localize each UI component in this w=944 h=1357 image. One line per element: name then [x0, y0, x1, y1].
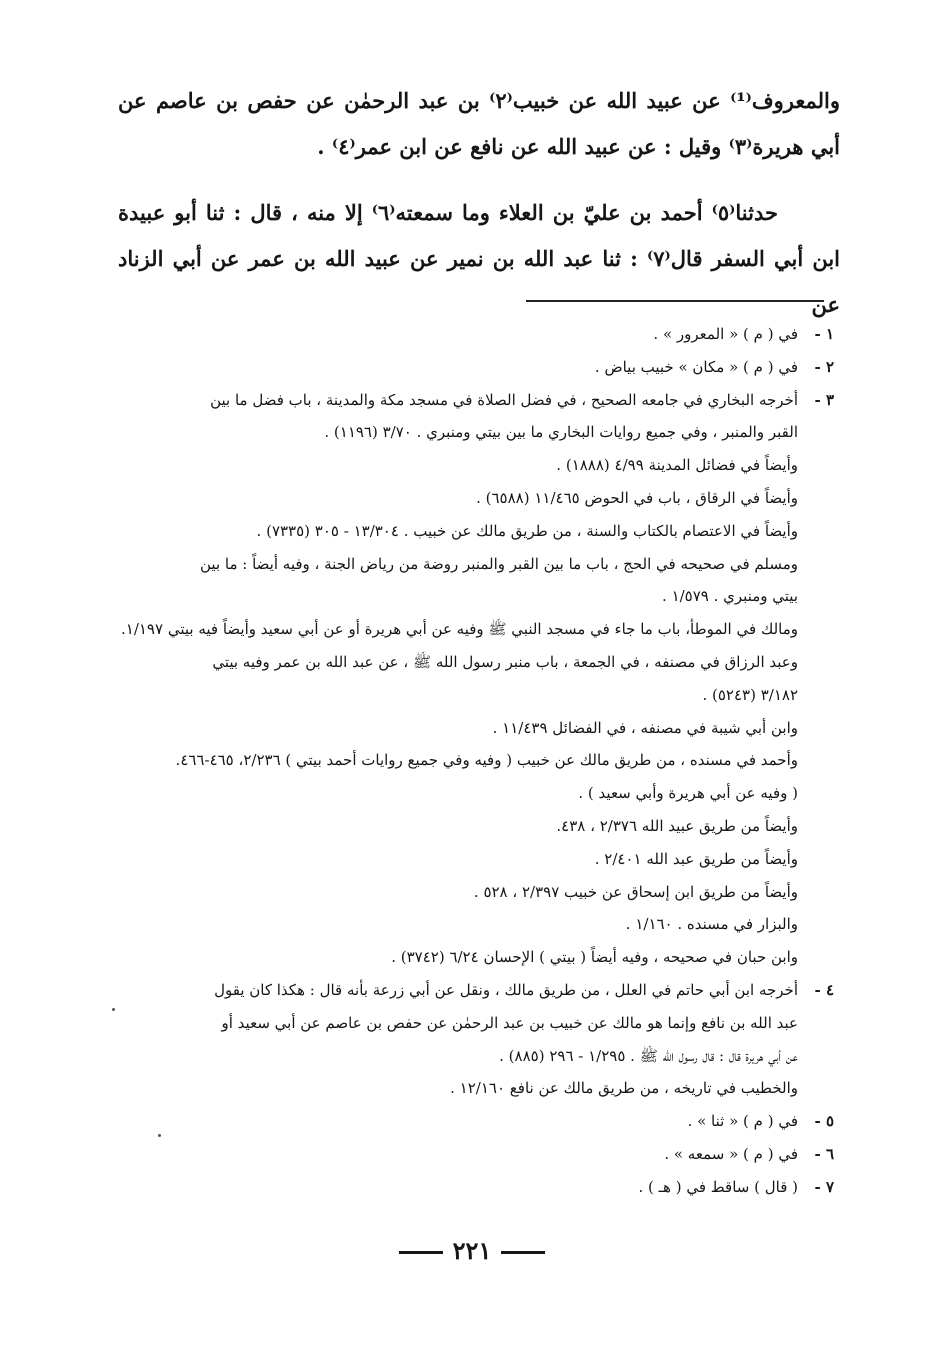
footnote-text: بيتي ومنبري . ١/٥٧٩ .	[662, 587, 798, 606]
footnote-text: وأيضاً في الرقاق ، باب في الحوض ١١/٤٦٥ (٦٥٨٨) .	[476, 488, 798, 507]
footnote-line	[118, 613, 834, 646]
footnote-text: في ( م ) « سمعه » .	[664, 1144, 798, 1163]
footnote-text: ( وفيه عن أبي هريرة وأبي سعيد ) .	[578, 784, 798, 803]
footnote-text: وأيضاً من طريق عبد الله ٢/٤٠١ .	[594, 849, 798, 868]
footnote-text: وأيضاً من طريق ابن إسحاق عن خبيب ٢/٣٩٧ ، ٥٢٨ .	[473, 882, 798, 901]
footnote-text: والخطيب في تاريخه ، من طريق مالك عن نافع ١٢/١٦٠ .	[450, 1079, 798, 1098]
page-number	[0, 1236, 944, 1265]
footnote-line	[118, 580, 834, 613]
footnote-line	[118, 1105, 834, 1138]
footnote-number: ٢ -	[814, 357, 834, 376]
footnote-text: أخرجه البخاري في جامعه الصحيح ، في فضل الصلاة في مسجد مكة والمدينة ، باب فضل ما بين	[210, 390, 798, 409]
scan-speck	[158, 1134, 161, 1137]
footnote-text: في ( م ) « ثنا » .	[687, 1112, 798, 1131]
footnote-separator	[526, 300, 824, 302]
footnote-line	[118, 876, 834, 909]
page-number-value: ٢٢١	[452, 1236, 492, 1265]
footnote-text: أخرجه ابن أبي حاتم في العلل ، من طريق مالك ، ونقل عن أبي زرعة بأنه قال : هكذا كان يقول	[214, 980, 798, 999]
footnote-text: ومالك في الموطأ، باب ما جاء في مسجد النبي ﷺ وفيه عن أبي هريرة أو عن أبي سعيد وأيضاً فيه بيتي ١/١٩٧.	[120, 620, 798, 639]
paragraph-2: حدثنا⁽٥⁾ أحمد بن عليّ بن العلاء وما سمعته⁽٦⁾ إلا منه ، قال : ثنا أبو عبيدة ابن أبي السفر قال⁽٧⁾ : ثنا عبد الله بن نمير عن عبيد الله بن عمر عن أبي الزناد عن	[118, 200, 840, 317]
footnote-number: ٦ -	[814, 1144, 834, 1163]
footnote-line	[118, 744, 834, 777]
footnote-line	[118, 515, 834, 548]
footnote-text: ( قال ) ساقط في ( هـ ) .	[638, 1177, 798, 1196]
footnote-line	[118, 351, 834, 384]
footnote-number: ١ -	[814, 325, 834, 343]
footnote-number: ٧ -	[814, 1177, 834, 1196]
footnote-line	[118, 1138, 834, 1171]
footnote-text: وابن أبي شيبة في مصنفه ، في الفضائل ١١/٤٣٩ .	[492, 718, 798, 737]
footnote-number: ٣ -	[814, 390, 834, 409]
footnotes	[118, 318, 834, 1204]
footnote-text: وأيضاً من طريق عبيد الله ٢/٣٧٦ ، ٤٣٨.	[556, 816, 798, 835]
page-number-dash	[399, 1251, 443, 1254]
scan-speck	[112, 1008, 115, 1011]
footnote-line	[118, 941, 834, 974]
footnote-text: والبزار في مسنده . ١/١٦٠ .	[625, 915, 798, 934]
footnote-text: وعبد الرزاق في مصنفه ، في الجمعة ، باب منبر رسول الله ﷺ ، عن عبد الله بن عمر وفيه بيتي	[212, 652, 798, 671]
main-text	[118, 78, 840, 348]
footnote-line	[118, 548, 834, 581]
footnote-text: القبر والمنبر ، وفي جميع روايات البخاري ما بين بيتي ومنبري . ٣/٧٠ (١١٩٦) .	[324, 423, 798, 442]
footnote-line	[118, 384, 834, 417]
footnote-line	[118, 482, 834, 515]
footnote-line	[118, 810, 834, 843]
footnote-line	[118, 843, 834, 876]
footnote-line	[118, 449, 834, 482]
footnote-line	[118, 646, 834, 679]
footnote-text: وأحمد في مسنده ، من طريق مالك عن خبيب ( وفيه وفي جميع روايات أحمد بيتي ) ٢/٢٣٦، ٤٦٥-٤٦٦.	[175, 751, 798, 770]
footnote-number: ٥ -	[814, 1112, 834, 1131]
footnote-text: وأيضاً في الاعتصام بالكتاب والسنة ، من طريق مالك عن خبيب . ١٣/٣٠٤ - ٣٠٥ (٧٣٣٥) .	[256, 521, 798, 540]
footnote-line	[118, 974, 834, 1007]
footnote-line	[118, 712, 834, 745]
footnote-text: ٣/١٨٢ (٥٢٤٣) .	[702, 685, 798, 704]
footnote-text: وأيضاً في فضائل المدينة ٤/٩٩ (١٨٨٨) .	[556, 456, 798, 475]
footnote-text: في ( م ) « المعرور » .	[653, 325, 798, 343]
footnote-line	[118, 679, 834, 712]
footnote-text: وابن حبان في صحيحه ، وفيه أيضاً ( بيتي ) الإحسان ٦/٢٤ (٣٧٤٢) .	[391, 948, 798, 967]
footnote-line	[118, 777, 834, 810]
footnote-line	[118, 1040, 834, 1073]
footnote-text: في ( م ) « مكان » خبيب بياض .	[594, 357, 798, 376]
footnote-number: ٤ -	[814, 980, 834, 999]
footnote-line	[118, 908, 834, 941]
footnote-text: عبد الله بن نافع وإنما هو مالك عن خبيب بن عبد الرحمٰن عن حفص بن عاصم عن أبي سعيد أو	[221, 1013, 798, 1032]
footnote-line	[118, 1171, 834, 1204]
page-number-dash	[501, 1251, 545, 1254]
footnote-line	[118, 318, 834, 351]
footnote-text: ومسلم في صحيحه في الحج ، باب ما بين القبر والمنبر روضة من رياض الجنة ، وفيه أيضاً : ما بين	[200, 554, 798, 573]
paragraph-1: والمعروف⁽¹⁾ عن عبيد الله عن خبيب⁽٢⁾ بن عبد الرحمٰن عن حفص بن عاصم عن أبي هريرة⁽٣⁾ وقيل : عن عبيد الله عن نافع عن ابن عمر⁽٤⁾ .	[118, 88, 840, 159]
footnote-line	[118, 1007, 834, 1040]
footnote-line	[118, 416, 834, 449]
footnote-line	[118, 1072, 834, 1105]
footnote-text: عن أبي هريرة قال : قال رسول الله ﷺ . ١/٢٩٥ - ٢٩٦ (٨٨٥) .	[499, 1046, 798, 1065]
